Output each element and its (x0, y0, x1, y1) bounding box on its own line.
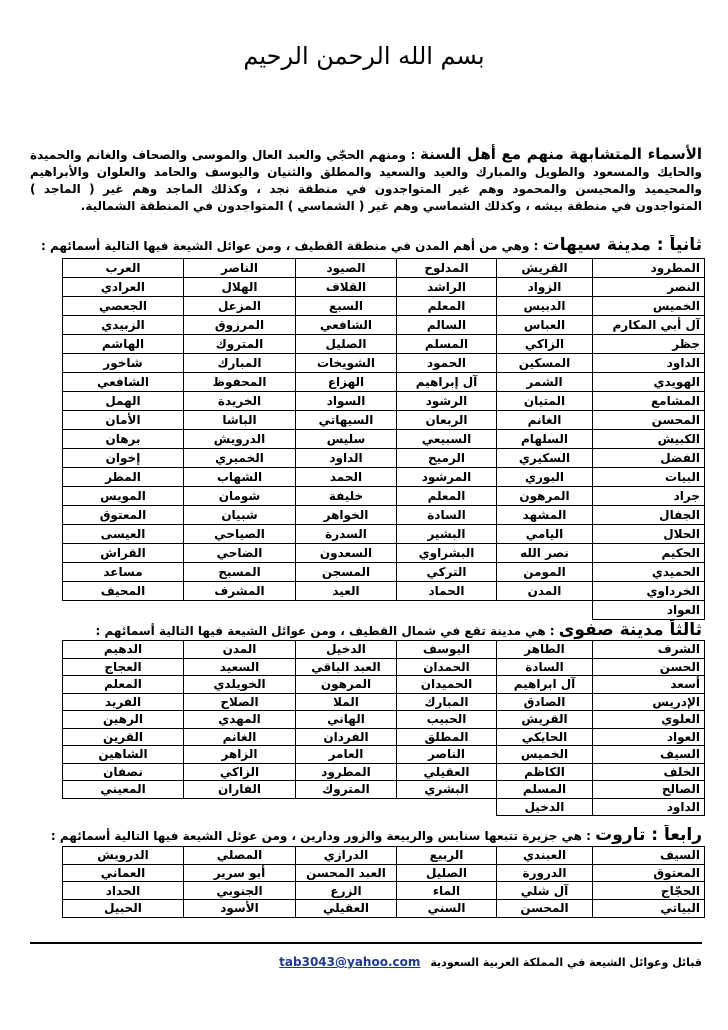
family-name-cell: العامر (296, 746, 397, 764)
family-name-cell: الناصر (397, 746, 497, 764)
family-name-cell: المبارك (184, 354, 296, 373)
family-name-cell: المطر (63, 468, 184, 487)
family-name-cell: الفاران (184, 781, 296, 799)
family-name-cell: القراش (63, 544, 184, 563)
family-name-cell: الزاكي (497, 335, 593, 354)
family-name-cell: مساعد (63, 563, 184, 582)
family-name-cell: المدن (497, 582, 593, 601)
family-name-cell: الضاحي (184, 544, 296, 563)
family-name-cell: الصليل (296, 335, 397, 354)
family-name-cell: الدخيل (497, 798, 593, 816)
empty-cell (63, 601, 184, 620)
table-row (63, 746, 705, 764)
table-row (63, 316, 705, 335)
family-name-cell: المشرف (184, 582, 296, 601)
section-heading-sihat (30, 235, 702, 255)
family-name-cell: البشير (397, 525, 497, 544)
family-name-cell: المعلم (397, 297, 497, 316)
family-name-cell: الفردان (296, 728, 397, 746)
family-name-cell: الطاهر (497, 641, 593, 659)
family-name-cell: المطرود (296, 763, 397, 781)
family-name-cell: السعدون (296, 544, 397, 563)
family-name-cell: العلوي (593, 711, 705, 729)
section-description: : وهي من أهم المدن في منطقة القطيف ، ومن عوائل الشيعة فيها التالية أسمائهم : (41, 239, 539, 253)
family-name-cell: العيد (296, 582, 397, 601)
family-name-cell: السواد (296, 392, 397, 411)
footer-divider (30, 942, 702, 944)
family-name-cell: الملا (296, 693, 397, 711)
family-name-cell: المطرود (593, 259, 705, 278)
family-name-cell: البشري (397, 781, 497, 799)
family-name-cell: المرهون (497, 487, 593, 506)
intro-paragraph (30, 146, 702, 215)
family-name-cell: الحبيل (63, 900, 184, 918)
empty-cell (296, 601, 397, 620)
table-row (63, 354, 705, 373)
family-name-cell: الخميس (497, 746, 593, 764)
family-name-cell: الحماد (397, 582, 497, 601)
family-name-cell: الهويدي (593, 373, 705, 392)
family-name-cell: الإدريس (593, 693, 705, 711)
family-name-cell: البياتي (593, 900, 705, 918)
table-row (63, 728, 705, 746)
family-name-cell: العبد الباقي (296, 658, 397, 676)
family-name-cell: المسلم (397, 335, 497, 354)
family-name-cell: الشهاب (184, 468, 296, 487)
family-name-cell: الشافعي (296, 316, 397, 335)
family-name-cell: المشامع (593, 392, 705, 411)
family-name-cell: الراشد (397, 278, 497, 297)
family-name-cell: اليوسف (397, 641, 497, 659)
family-name-cell: الحميدي (593, 563, 705, 582)
empty-cell (397, 798, 497, 816)
empty-cell (397, 601, 497, 620)
family-name-cell: سليس (296, 430, 397, 449)
family-name-cell: المعلم (397, 487, 497, 506)
family-name-cell: الحميدان (397, 676, 497, 694)
family-name-cell: المدلوح (397, 259, 497, 278)
family-name-cell: الدرويش (184, 430, 296, 449)
table-row (63, 335, 705, 354)
family-name-cell: الحمدان (397, 658, 497, 676)
family-name-cell: السادة (397, 506, 497, 525)
family-name-cell: الخرداوي (593, 582, 705, 601)
table-row (63, 392, 705, 411)
table-row (63, 278, 705, 297)
family-name-cell: الدبيس (497, 297, 593, 316)
family-name-cell: الماء (397, 882, 497, 900)
family-name-cell: الغانم (497, 411, 593, 430)
family-name-cell: المعيني (63, 781, 184, 799)
table-row (63, 798, 705, 816)
family-name-cell: المزعل (184, 297, 296, 316)
family-name-cell: الزبيدي (63, 316, 184, 335)
family-name-cell: السكيري (497, 449, 593, 468)
family-name-cell: الزواد (497, 278, 593, 297)
family-name-cell: الحكيم (593, 544, 705, 563)
footer (30, 952, 702, 972)
family-name-cell: الرشود (397, 392, 497, 411)
family-name-cell: الخواهر (296, 506, 397, 525)
family-name-cell: العقيلي (397, 763, 497, 781)
family-name-cell: الصادق (497, 693, 593, 711)
family-name-cell: المرزوق (184, 316, 296, 335)
family-name-cell: العباس (497, 316, 593, 335)
family-name-cell: الصياحي (184, 525, 296, 544)
table-row (63, 763, 705, 781)
family-name-cell: الصليل (397, 864, 497, 882)
family-name-cell: الشمر (497, 373, 593, 392)
family-name-cell: الشافعي (63, 373, 184, 392)
table-row (63, 373, 705, 392)
family-name-cell: المومن (497, 563, 593, 582)
empty-cell (296, 798, 397, 816)
table-row (63, 847, 705, 865)
family-name-cell: الباشا (184, 411, 296, 430)
table-row (63, 430, 705, 449)
family-name-cell: شاخور (63, 354, 184, 373)
table-row (63, 864, 705, 882)
family-name-cell: أبو سرير (184, 864, 296, 882)
family-name-cell: آل شلي (497, 882, 593, 900)
family-name-cell: المسبح (184, 563, 296, 582)
table-row (63, 900, 705, 918)
family-name-cell: المويس (63, 487, 184, 506)
family-name-cell: الشاهين (63, 746, 184, 764)
family-name-cell: شبيان (184, 506, 296, 525)
table-row (63, 641, 705, 659)
family-name-cell: الداود (593, 798, 705, 816)
table-row (63, 711, 705, 729)
family-name-cell: السيهاتي (296, 411, 397, 430)
family-name-cell: الخميري (184, 449, 296, 468)
family-name-cell: المسكين (497, 354, 593, 373)
family-name-cell: السادة (497, 658, 593, 676)
family-name-cell: الزاكي (184, 763, 296, 781)
family-name-cell: الحسن (593, 658, 705, 676)
family-name-cell: السبيعي (397, 430, 497, 449)
family-name-cell: المعتوق (63, 506, 184, 525)
family-name-cell: الخريدة (184, 392, 296, 411)
table-row (63, 506, 705, 525)
family-name-cell: أسعد (593, 676, 705, 694)
family-name-cell: الجفال (593, 506, 705, 525)
family-name-cell: العيسى (63, 525, 184, 544)
family-name-cell: الفضل (593, 449, 705, 468)
section-description: : هي جزيرة تتبعها سنابس والربيعة والزور ودارين ، ومن عوئل الشيعة فيها التالية أسمائهم : (50, 829, 591, 843)
family-name-cell: البشراوي (397, 544, 497, 563)
intro-body: : ومنهم الحجّي والعبد العال والموسى والصحاف والغانم والحميدة والحايك والمسعود والطويل والمبارك والعيد والسعيد والمطلق والثنيان واليوسف والحامد والعلوان والأبراهيم والمحيميد والمحيسن والمحمود وهم غير المتواجدون في منطقة نجد ، وكذلك الماجد وهم غير ( الماجد ) المتواجدون في منطقة بيشه ، وكذلك الشماسي وهم غير ( الشماسي ) المتواجدون في المنطقة الشمالية. (30, 148, 702, 213)
family-name-cell: الحايكي (497, 728, 593, 746)
family-name-cell: نصر الله (497, 544, 593, 563)
family-name-cell: الدهيم (63, 641, 184, 659)
family-name-cell: العواد (593, 601, 705, 620)
family-name-cell: المشهد (497, 506, 593, 525)
family-name-cell: الكبيش (593, 430, 705, 449)
family-name-cell: الخميس (593, 297, 705, 316)
family-name-cell: القريش (497, 259, 593, 278)
family-name-cell: العبندي (497, 847, 593, 865)
family-name-cell: الدرازي (296, 847, 397, 865)
family-name-cell: المعتوق (593, 864, 705, 882)
family-name-cell: المطلق (397, 728, 497, 746)
family-name-cell: الكاظم (497, 763, 593, 781)
family-name-cell: الهاني (296, 711, 397, 729)
section-title: ثانياً : مدينة سيهات (542, 235, 702, 255)
family-name-cell: الرميح (397, 449, 497, 468)
table-row (63, 693, 705, 711)
family-name-cell: اليامي (497, 525, 593, 544)
family-name-cell: نصفان (63, 763, 184, 781)
family-name-cell: الصيود (296, 259, 397, 278)
table-row (63, 601, 705, 620)
section-description: : هي مدينة تقع في شمال القطيف ، ومن عوائل الشيعة فيها التالية أسمائهم : (95, 624, 555, 638)
section-heading-tarut (30, 825, 702, 845)
family-name-cell: المتروك (296, 781, 397, 799)
family-name-cell: الداود (593, 354, 705, 373)
family-name-cell: الأمان (63, 411, 184, 430)
family-name-cell: السبع (296, 297, 397, 316)
family-name-cell: العواد (593, 728, 705, 746)
empty-cell (184, 798, 296, 816)
table-row (63, 259, 705, 278)
family-name-cell: الرهين (63, 711, 184, 729)
family-name-cell: الزرع (296, 882, 397, 900)
empty-cell (184, 601, 296, 620)
tarut-families-table (62, 846, 705, 918)
table-row (63, 658, 705, 676)
family-name-cell: العقيلي (296, 900, 397, 918)
family-name-cell: العجاج (63, 658, 184, 676)
family-name-cell: المحيف (63, 582, 184, 601)
family-name-cell: المتروك (184, 335, 296, 354)
family-name-cell: الداود (296, 449, 397, 468)
table-row (63, 468, 705, 487)
family-name-cell: الشويخات (296, 354, 397, 373)
table-row (63, 676, 705, 694)
basmala-calligraphy: بسم الله الرحمن الرحيم (243, 42, 485, 70)
family-name-cell: الجنوبي (184, 882, 296, 900)
family-name-cell: الربعان (397, 411, 497, 430)
section-title: رابعاً : تاروت (595, 825, 702, 845)
family-name-cell: الحجّاج (593, 882, 705, 900)
family-name-cell: السني (397, 900, 497, 918)
family-name-cell: السيف (593, 746, 705, 764)
family-name-cell: جظر (593, 335, 705, 354)
section-title: ثالثاً مدينة صفوى (558, 620, 702, 640)
family-name-cell: الزاهر (184, 746, 296, 764)
family-name-cell: النصر (593, 278, 705, 297)
family-name-cell: شومان (184, 487, 296, 506)
table-row (63, 411, 705, 430)
family-name-cell: السلهام (497, 430, 593, 449)
family-name-cell: الجعصي (63, 297, 184, 316)
footer-title: قبائل وعوائل الشيعة في المملكة العربية السعودية (430, 956, 702, 969)
sihat-families-table (62, 258, 705, 620)
family-name-cell: الصالح (593, 781, 705, 799)
family-name-cell: البوري (497, 468, 593, 487)
family-name-cell: الهاشم (63, 335, 184, 354)
family-name-cell: السدرة (296, 525, 397, 544)
family-name-cell: العرب (63, 259, 184, 278)
footer-email-link[interactable]: tab3043@yahoo.com (279, 955, 421, 969)
family-name-cell: السعيد (184, 658, 296, 676)
family-name-cell: القلاف (296, 278, 397, 297)
intro-lead: الأسماء المتشابهة منهم مع أهل السنة (420, 145, 703, 163)
family-name-cell: آل إبراهيم (397, 373, 497, 392)
family-name-cell: جراد (593, 487, 705, 506)
family-name-cell: الحمود (397, 354, 497, 373)
family-name-cell: المتيان (497, 392, 593, 411)
family-name-cell: الدرويش (63, 847, 184, 865)
empty-cell (497, 601, 593, 620)
family-name-cell: الشرف (593, 641, 705, 659)
family-name-cell: العماني (63, 864, 184, 882)
family-name-cell: الحداد (63, 882, 184, 900)
family-name-cell: الدرورة (497, 864, 593, 882)
table-row (63, 525, 705, 544)
family-name-cell: المسلم (497, 781, 593, 799)
family-name-cell: الدخيل (296, 641, 397, 659)
table-row (63, 781, 705, 799)
table-row (63, 882, 705, 900)
family-name-cell: القرين (63, 728, 184, 746)
empty-cell (63, 798, 184, 816)
family-name-cell: المهدي (184, 711, 296, 729)
family-name-cell: المرشود (397, 468, 497, 487)
table-row (63, 563, 705, 582)
safwa-families-table (62, 640, 705, 816)
table-row (63, 582, 705, 601)
family-name-cell: المعلم (63, 676, 184, 694)
family-name-cell: آل ابراهيم (497, 676, 593, 694)
family-name-cell: الخلف (593, 763, 705, 781)
family-name-cell: السيف (593, 847, 705, 865)
family-name-cell: المحفوظ (184, 373, 296, 392)
family-name-cell: المحسن (593, 411, 705, 430)
family-name-cell: الهلال (184, 278, 296, 297)
section-heading-safwa (30, 620, 702, 640)
family-name-cell: الحمد (296, 468, 397, 487)
family-name-cell: الربيع (397, 847, 497, 865)
family-name-cell: الناصر (184, 259, 296, 278)
family-name-cell: الغانم (184, 728, 296, 746)
family-name-cell: القريش (497, 711, 593, 729)
table-row (63, 487, 705, 506)
family-name-cell: برهان (63, 430, 184, 449)
family-name-cell: الخويلدي (184, 676, 296, 694)
family-name-cell: المبارك (397, 693, 497, 711)
family-name-cell: آل أبي المكارم (593, 316, 705, 335)
family-name-cell: الصلاح (184, 693, 296, 711)
family-name-cell: إخوان (63, 449, 184, 468)
family-name-cell: الهزاع (296, 373, 397, 392)
family-name-cell: الحلال (593, 525, 705, 544)
family-name-cell: المصلي (184, 847, 296, 865)
family-name-cell: العرادي (63, 278, 184, 297)
family-name-cell: المدن (184, 641, 296, 659)
family-name-cell: خليفة (296, 487, 397, 506)
family-name-cell: العبد المحسن (296, 864, 397, 882)
family-name-cell: البيات (593, 468, 705, 487)
family-name-cell: الأسود (184, 900, 296, 918)
table-row (63, 544, 705, 563)
table-row (63, 449, 705, 468)
family-name-cell: الهمل (63, 392, 184, 411)
family-name-cell: المرهون (296, 676, 397, 694)
family-name-cell: المسجن (296, 563, 397, 582)
family-name-cell: المحسن (497, 900, 593, 918)
table-row (63, 297, 705, 316)
family-name-cell: التركي (397, 563, 497, 582)
family-name-cell: الحبيب (397, 711, 497, 729)
family-name-cell: السالم (397, 316, 497, 335)
family-name-cell: الفريد (63, 693, 184, 711)
